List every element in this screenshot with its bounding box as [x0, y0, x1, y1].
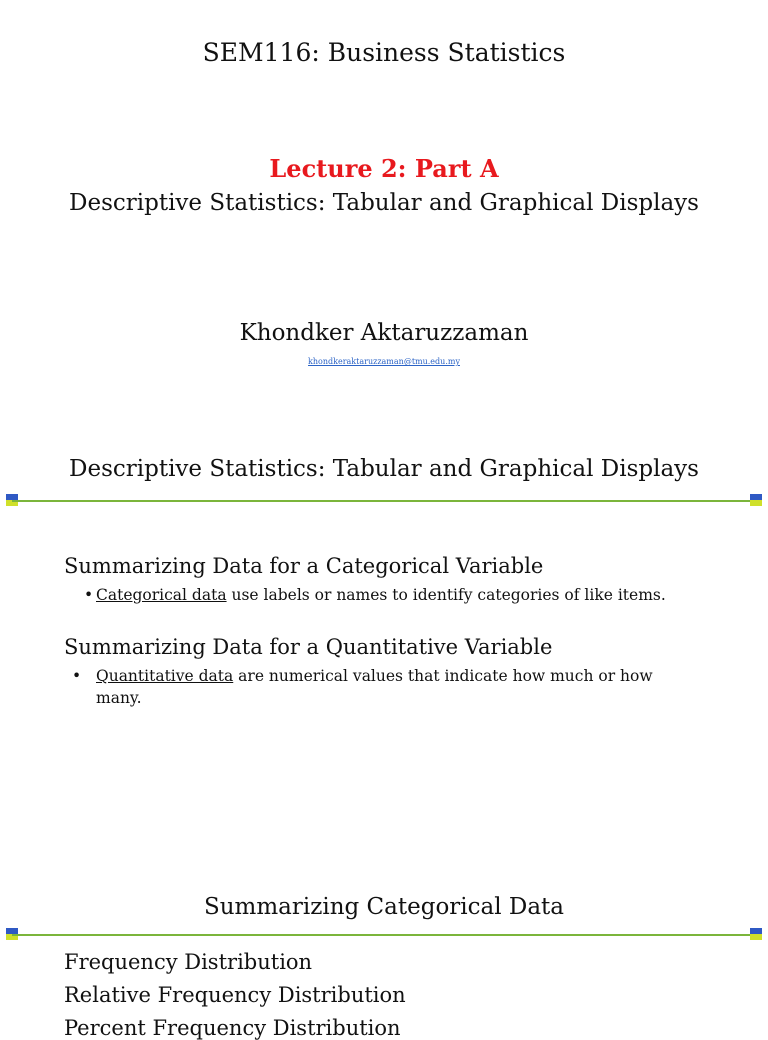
- author-name: Khondker Aktaruzzaman: [239, 320, 529, 346]
- course-title: SEM116: Business Statistics: [202, 38, 566, 67]
- bullet-text: use labels or names to identify categories of like items.: [226, 586, 666, 604]
- lecture-subtitle: Descriptive Statistics: Tabular and Graphical Displays: [69, 190, 699, 216]
- bullet-dot: •: [84, 586, 94, 604]
- author-email-link[interactable]: khondkeraktaruzzaman@tmu.edu.my: [308, 357, 460, 366]
- title-divider: [12, 500, 756, 502]
- corner-square-right: [750, 928, 762, 940]
- list-item: Relative Frequency Distribution: [64, 983, 406, 1007]
- bullet-term: Categorical data: [96, 586, 227, 604]
- slide-title: Descriptive Statistics: Tabular and Graphical Displays: [69, 456, 699, 482]
- bullet-term: Quantitative data: [96, 667, 234, 685]
- slide-title: Summarizing Categorical Data: [203, 894, 565, 920]
- section-heading-quantitative: Summarizing Data for a Quantitative Variable: [64, 635, 553, 659]
- overview-slide: [0, 420, 768, 840]
- bullet-quantitative: [72, 665, 696, 709]
- lecture-title: Lecture 2: Part A: [269, 154, 499, 183]
- list-item: Percent Frequency Distribution: [64, 1016, 401, 1040]
- section-heading-categorical: Summarizing Data for a Categorical Variable: [64, 554, 544, 578]
- bullet-text: are numerical values that indicate how much or how many.: [96, 667, 653, 707]
- title-slide: [0, 0, 768, 420]
- corner-square-right: [750, 494, 762, 506]
- categorical-summary-slide: [0, 840, 768, 1040]
- list-item: Frequency Distribution: [64, 950, 313, 974]
- bullet-categorical: [84, 584, 724, 606]
- title-divider: [12, 934, 756, 936]
- bullet-dot: •: [72, 667, 82, 685]
